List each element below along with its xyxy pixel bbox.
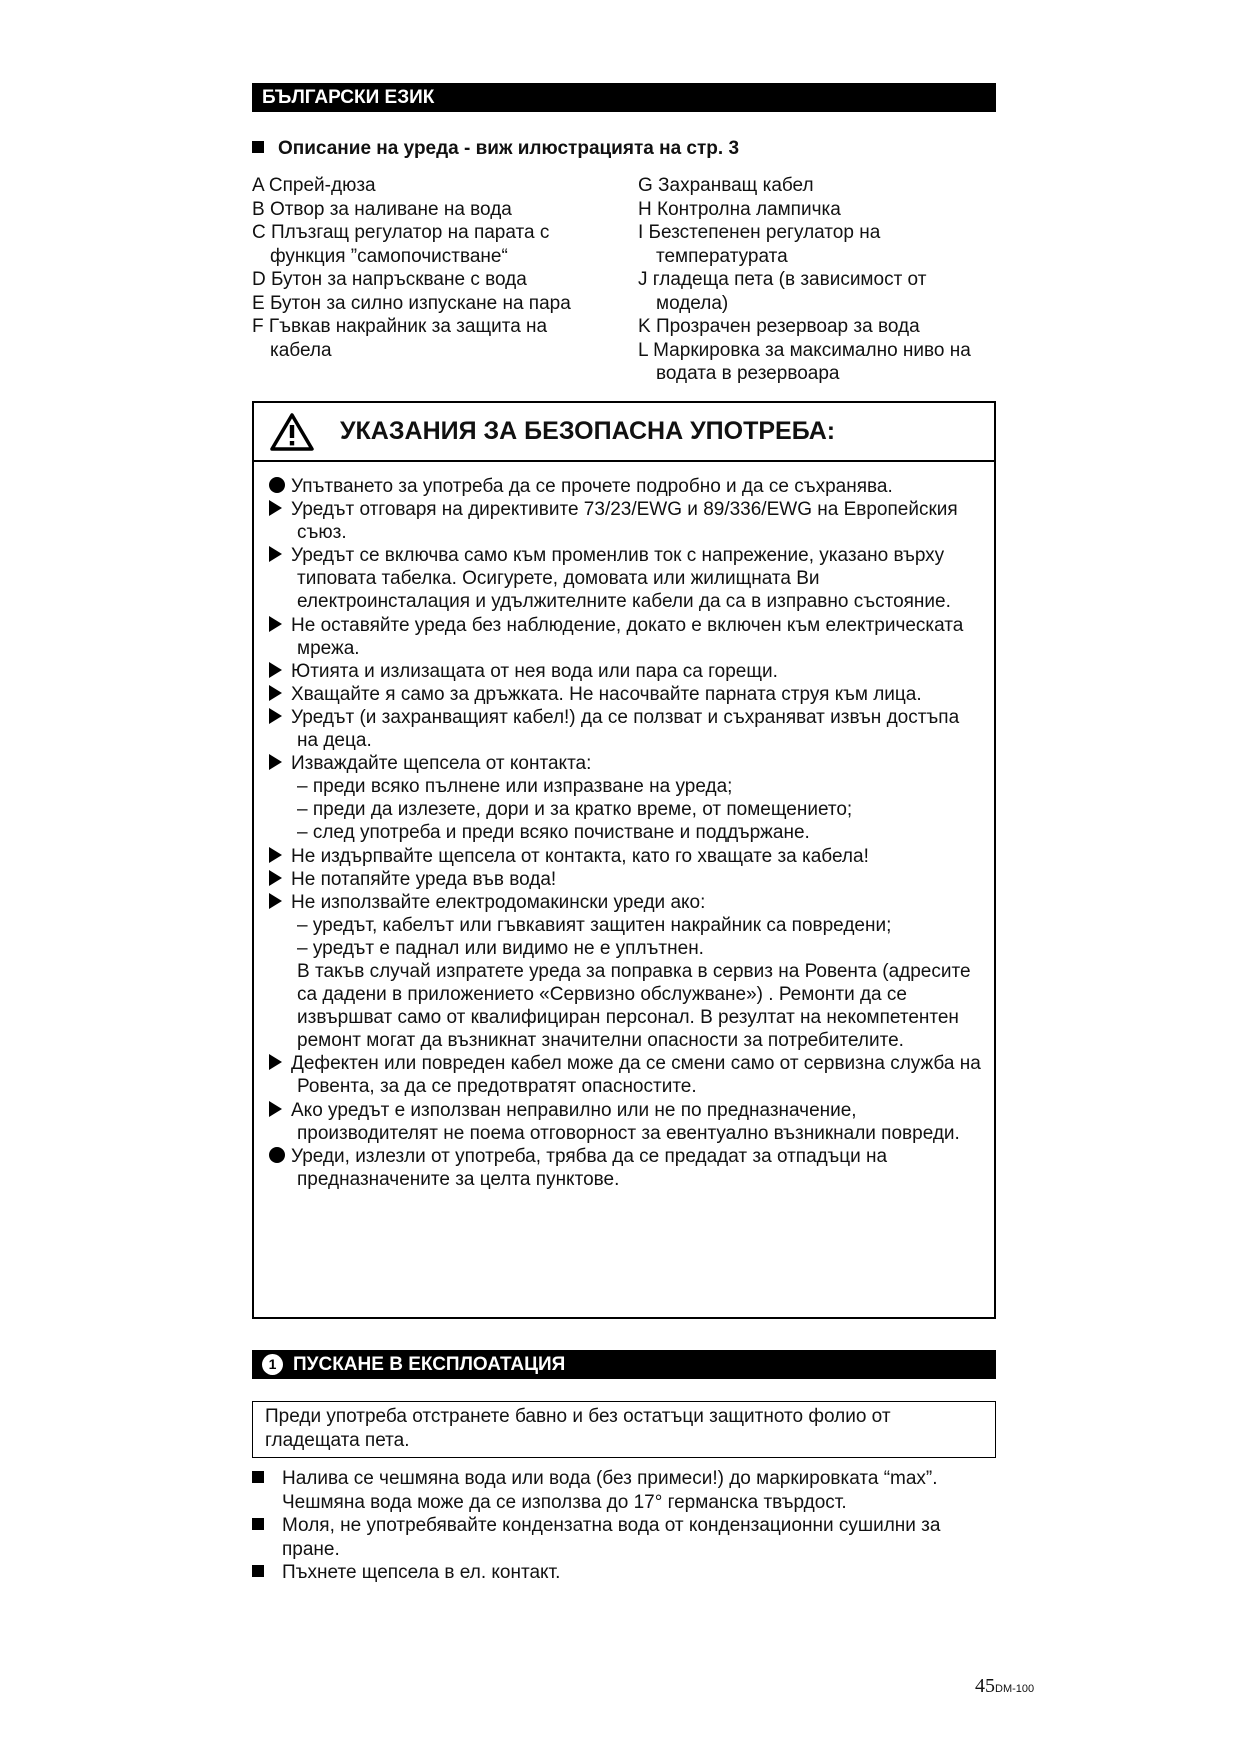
section-number-badge: 1 — [262, 1354, 283, 1375]
square-bullet-icon — [252, 1565, 264, 1577]
part-item: E Бутон за силно изпускане на пара — [252, 292, 571, 314]
safety-title: УКАЗАНИЯ ЗА БЕЗОПАСНА УПОТРЕБА: — [340, 417, 836, 445]
arrow-bullet-icon — [269, 708, 282, 724]
round-bullet-icon — [269, 477, 285, 493]
description-heading: Описание на уреда - виж илюстрацията на стр. 3 — [252, 138, 739, 160]
safety-list — [269, 475, 984, 1191]
safety-item: Изваждайте щепсела от контакта: — [269, 752, 984, 775]
page-number: 45DM-100 — [975, 1675, 1035, 1697]
safety-item: Не оставяйте уреда без наблюдение, докато е включен към електрическата мрежа. — [269, 614, 984, 660]
safety-item: Ако уредът е използван неправилно или не по предназначение, производителят не поема отговорност за евентуално възникнали повреди. — [269, 1099, 984, 1145]
arrow-bullet-icon — [269, 1054, 282, 1070]
part-item: G Захранващ кабел — [638, 175, 814, 196]
part-item: H Контролна лампичка — [638, 198, 841, 220]
startup-step: Моля, не употребявайте кондензатна вода от кондензационни сушилни за пране. — [252, 1514, 972, 1561]
safety-subitem: В такъв случай изпратете уреда за поправка в сервиз на Ровента (адресите са дадени в приложението «Сервизно обслужване») . Ремонти да се извършват само от квалифициран персонал. В резултат на некомпетентен ремонт могат да възникнат значителни опасности за потребителите. — [297, 960, 971, 1052]
part-item: J гладеща пета (в зависимост от модела) — [638, 269, 927, 314]
model-code: DM-100 — [995, 1683, 1035, 1695]
part-item: D Бутон за напръскване с вода — [252, 269, 527, 290]
safety-item: Уредът отговаря на директивите 73/23/EWG и 89/336/EWG на Европейския съюз. — [269, 498, 984, 544]
arrow-bullet-icon — [269, 1101, 282, 1117]
safety-subitem: – уредът е паднал или видимо не е уплътнен. — [297, 937, 704, 959]
arrow-bullet-icon — [269, 662, 282, 678]
safety-subitem: – преди да излезете, дори и за кратко време, от помещението; — [297, 799, 853, 821]
warning-triangle-icon — [269, 412, 315, 452]
safety-subitem: – преди всяко пълнене или изпразване на уреда; — [297, 776, 733, 798]
arrow-bullet-icon — [269, 685, 282, 701]
safety-item: Хващайте я само за дръжката. Не насочвайте парната струя към лица. — [269, 683, 984, 706]
square-bullet-icon — [252, 1471, 264, 1483]
part-item: C Плъзгащ регулатор на парата с функция ”самопочистване“ — [252, 222, 550, 267]
arrow-bullet-icon — [269, 754, 282, 770]
square-bullet-icon — [252, 141, 264, 153]
safety-item: Дефектен или повреден кабел може да се смени само от сервизна служба на Ровента, за да се предотвратят опасностите. — [269, 1052, 984, 1098]
startup-step: Пъхнете щепсела в ел. контакт. — [252, 1561, 972, 1585]
foil-removal-note: Преди употреба отстранете бавно и без остатъци защитното фолио от гладещата пета. — [252, 1401, 996, 1458]
part-item: K Прозрачен резервоар за вода — [638, 316, 920, 337]
arrow-bullet-icon — [269, 546, 282, 562]
arrow-bullet-icon — [269, 847, 282, 863]
arrow-bullet-icon — [269, 500, 282, 516]
safety-item: Уредът (и захранващият кабел!) да се ползват и съхраняват извън достъпа на деца. — [269, 706, 984, 752]
parts-list-right — [638, 174, 983, 386]
round-bullet-icon — [269, 1147, 285, 1163]
safety-subitem: – след употреба и преди всяко почистване и поддържане. — [297, 822, 810, 844]
safety-item: Упътването за употреба да се прочете подробно и да се съхранява. — [269, 475, 984, 498]
safety-instructions-box — [252, 401, 996, 1319]
startup-steps — [252, 1467, 972, 1585]
part-item: A Спрей-дюза — [252, 175, 376, 196]
arrow-bullet-icon — [269, 893, 282, 909]
parts-list-left — [252, 174, 612, 362]
safety-item: Уреди, излезли от употреба, трябва да се предадат за отпадъци на предназначените за целта пунктове. — [269, 1145, 984, 1191]
safety-item: Не потапяйте уреда във вода! — [269, 868, 984, 891]
safety-item: Ютията и излизащата от нея вода или пара са горещи. — [269, 660, 984, 683]
safety-header — [254, 403, 994, 462]
startup-header-bar — [252, 1350, 996, 1379]
safety-item: Не използвайте електродомакински уреди ако: — [269, 891, 984, 914]
arrow-bullet-icon — [269, 870, 282, 886]
safety-item: Не издърпвайте щепсела от контакта, като го хващате за кабела! — [269, 845, 984, 868]
arrow-bullet-icon — [269, 616, 282, 632]
startup-title: ПУСКАНЕ В ЕКСПЛОАТАЦИЯ — [293, 1354, 566, 1375]
part-item: L Маркировка за максимално ниво на водата в резервоара — [638, 339, 971, 384]
safety-subitem: – уредът, кабелът или гъвкавият защитен накрайник са повредени; — [297, 914, 892, 936]
language-title: БЪЛГАРСКИ ЕЗИК — [262, 87, 435, 108]
part-item: F Гъвкав накрайник за защита на кабела — [252, 316, 548, 361]
startup-step: Налива се чешмяна вода или вода (без примеси!) до маркировката “max”. Чешмяна вода може да се използва до 17° германска твърдост. — [252, 1467, 972, 1514]
safety-item: Уредът се включва само към променлив ток с напрежение, указано върху типовата табелка. Осигурете, домовата или жилищната Ви електроинсталация и удължителните кабели да са в изправно състояние. — [269, 544, 984, 613]
part-item: I Безстепенен регулатор на температурата — [638, 222, 881, 267]
part-item: B Отвор за наливане на вода — [252, 198, 512, 220]
language-header-bar — [252, 83, 996, 112]
square-bullet-icon — [252, 1518, 264, 1530]
